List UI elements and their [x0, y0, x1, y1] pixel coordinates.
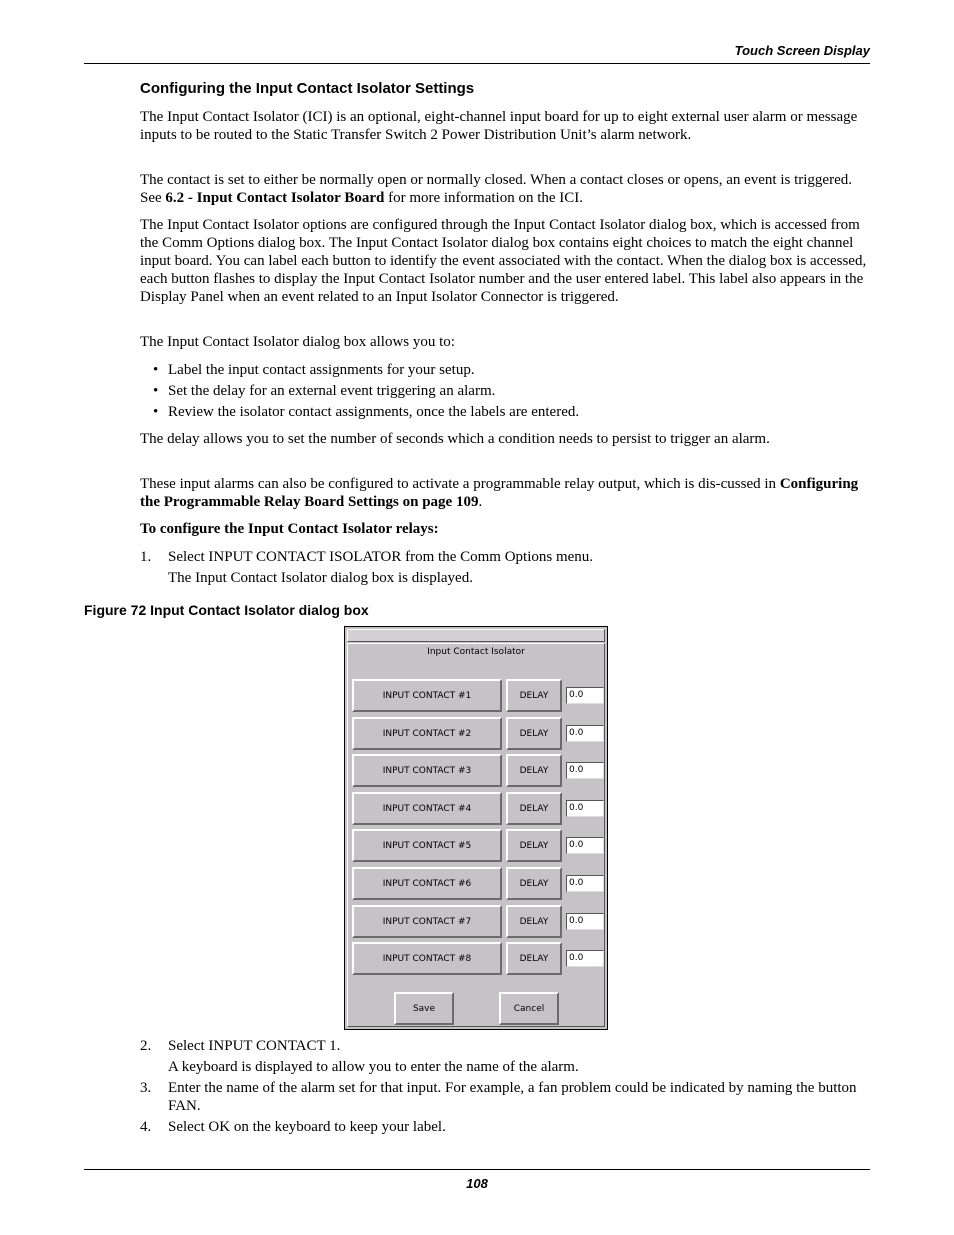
page-number: 108: [466, 1176, 488, 1191]
list-item: Label the input contact assignments for your setup.: [168, 362, 475, 378]
delay-value-field-2[interactable]: 0.0: [566, 725, 604, 742]
step-text: Select INPUT CONTACT ISOLATOR from the Comm Options menu.: [168, 549, 594, 565]
input-contact-button-2[interactable]: INPUT CONTACT #2: [352, 717, 502, 750]
text-run: The contact is set to either be normally open or normally closed. When a contact closes or opens, an event is triggered. See: [140, 172, 852, 206]
delay-button-6[interactable]: DELAY: [506, 867, 562, 900]
step-number: 3.: [140, 1080, 152, 1096]
input-contact-button-3[interactable]: INPUT CONTACT #3: [352, 754, 502, 787]
bullet-glyph: •: [153, 404, 159, 420]
paragraph-ici-intro: [140, 108, 870, 144]
bullet-glyph: •: [153, 362, 159, 378]
paragraph-text: The delay allows you to set the number of seconds which a condition needs to persist to trigger an alarm.: [140, 431, 770, 447]
delay-button-1[interactable]: DELAY: [506, 679, 562, 712]
paragraph-text: [140, 475, 870, 511]
delay-button-3[interactable]: DELAY: [506, 754, 562, 787]
figure-caption: Figure 72 Input Contact Isolator dialog box: [84, 602, 369, 618]
delay-button-4[interactable]: DELAY: [506, 792, 562, 825]
delay-button-2[interactable]: DELAY: [506, 717, 562, 750]
delay-value-field-1[interactable]: 0.0: [566, 687, 604, 704]
text-run: .: [478, 494, 483, 510]
dialog-titlebar[interactable]: [347, 629, 605, 642]
step-number: 2.: [140, 1038, 152, 1054]
delay-value-field-4[interactable]: 0.0: [566, 800, 604, 817]
section-title: Configuring the Input Contact Isolator Settings: [140, 80, 475, 97]
delay-button-7[interactable]: DELAY: [506, 905, 562, 938]
delay-value-field-6[interactable]: 0.0: [566, 875, 604, 892]
input-contact-isolator-dialog: [344, 626, 608, 1030]
running-header: Touch Screen Display: [734, 43, 870, 58]
delay-button-5[interactable]: DELAY: [506, 829, 562, 862]
input-contact-button-6[interactable]: INPUT CONTACT #6: [352, 867, 502, 900]
paragraph-allows: [140, 333, 870, 351]
step-result: A keyboard is displayed to allow you to enter the name of the alarm.: [168, 1059, 579, 1075]
paragraph-text: The Input Contact Isolator (ICI) is an optional, eight-channel input board for up to eight external user alarm or message inputs to be routed to the Static Transfer Switch 2 Power Distribution Unit’s alarm network.: [140, 109, 858, 143]
paragraph-relay: [140, 475, 870, 511]
procedure-heading-text: To configure the Input Contact Isolator relays:: [140, 521, 439, 537]
step-number: 1.: [140, 549, 152, 565]
save-button[interactable]: Save: [394, 992, 454, 1025]
text-run: for more information on the ICI.: [384, 190, 584, 206]
paragraph-text: [140, 171, 870, 207]
paragraph-options: [140, 216, 870, 306]
bullet-glyph: •: [153, 383, 159, 399]
footer-rule: [84, 1169, 870, 1170]
dialog-title: Input Contact Isolator: [427, 647, 525, 657]
input-contact-button-8[interactable]: INPUT CONTACT #8: [352, 942, 502, 975]
step-text: Select OK on the keyboard to keep your label.: [168, 1119, 446, 1135]
input-contact-button-4[interactable]: INPUT CONTACT #4: [352, 792, 502, 825]
input-contact-button-7[interactable]: INPUT CONTACT #7: [352, 905, 502, 938]
header-rule: [84, 63, 870, 64]
paragraph-delay: [140, 430, 870, 448]
delay-button-8[interactable]: DELAY: [506, 942, 562, 975]
delay-value-field-5[interactable]: 0.0: [566, 837, 604, 854]
cross-reference-link[interactable]: 6.2 - Input Contact Isolator Board: [165, 190, 385, 206]
input-contact-button-1[interactable]: INPUT CONTACT #1: [352, 679, 502, 712]
delay-value-field-8[interactable]: 0.0: [566, 950, 604, 967]
procedure-heading: [140, 520, 870, 538]
cancel-button[interactable]: Cancel: [499, 992, 559, 1025]
paragraph-text: The Input Contact Isolator options are configured through the Input Contact Isolator dialog box, which is accessed from the Comm Options dialog box. The Input Contact Isolator dialog box contains eight choices to match the eight channel input board. You can label each button to identify the event associated with the contact. When the dialog box is accessed, each button flashes to display the Input Contact Isolator number and the user entered label. This label also appears in the Display Panel when an event related to an Input Isolator Connector is triggered.: [140, 217, 867, 305]
list-item: Review the isolator contact assignments, once the labels are entered.: [168, 404, 580, 420]
step-number: 4.: [140, 1119, 152, 1135]
text-run: These input alarms can also be configured to activate a programmable relay output, which is dis-cussed in: [140, 476, 780, 492]
delay-value-field-3[interactable]: 0.0: [566, 762, 604, 779]
cross-reference-link[interactable]: Configuring the Programmable Relay Board Settings on page 109: [140, 476, 859, 510]
paragraph-text: The Input Contact Isolator dialog box allows you to:: [140, 334, 455, 350]
step-text: Enter the name of the alarm set for that input. For example, a fan problem could be indicated by naming the button FAN.: [168, 1080, 857, 1114]
step-text: Select INPUT CONTACT 1.: [168, 1038, 341, 1054]
delay-value-field-7[interactable]: 0.0: [566, 913, 604, 930]
paragraph-contact-type: [140, 171, 870, 207]
input-contact-button-5[interactable]: INPUT CONTACT #5: [352, 829, 502, 862]
list-item: Set the delay for an external event triggering an alarm.: [168, 383, 496, 399]
step-result: The Input Contact Isolator dialog box is displayed.: [168, 570, 473, 586]
